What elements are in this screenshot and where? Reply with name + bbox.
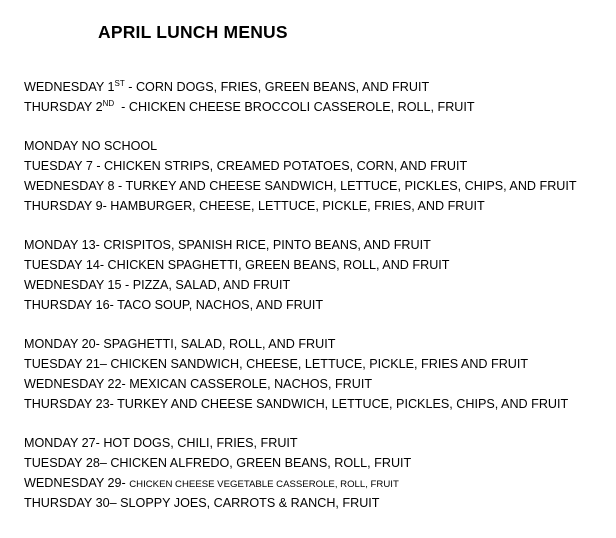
menu-items: - CHICKEN CHEESE BROCCOLI CASSEROLE, ROLL, FRUIT	[114, 100, 475, 114]
menu-line: TUESDAY 7 - CHICKEN STRIPS, CREAMED POTATOES, CORN, AND FRUIT	[24, 159, 468, 173]
menu-day: THURSDAY 2	[24, 100, 103, 114]
menu-list	[24, 77, 614, 513]
ordinal-suffix: ST	[114, 79, 125, 88]
menu-items: - CORN DOGS, FRIES, GREEN BEANS, AND FRUIT	[124, 80, 430, 94]
menu-line: THURSDAY 9- HAMBURGER, CHEESE, LETTUCE, PICKLE, FRIES, AND FRUIT	[24, 199, 485, 213]
week-spacer	[24, 216, 614, 235]
menu-line: MONDAY 13- CRISPITOS, SPANISH RICE, PINTO BEANS, AND FRUIT	[24, 238, 431, 252]
week-spacer	[24, 315, 614, 334]
menu-line: WEDNESDAY 22- MEXICAN CASSEROLE, NACHOS, FRUIT	[24, 377, 373, 391]
menu-line: WEDNESDAY 15 - PIZZA, SALAD, AND FRUIT	[24, 278, 291, 292]
ordinal-suffix: ND	[102, 99, 115, 108]
menu-line: MONDAY NO SCHOOL	[24, 139, 158, 153]
menu-line: THURSDAY 23- TURKEY AND CHEESE SANDWICH, LETTUCE, PICKLES, CHIPS, AND FRUIT	[24, 397, 569, 411]
menu-line: TUESDAY 21– CHICKEN SANDWICH, CHEESE, LETTUCE, PICKLE, FRIES AND FRUIT	[24, 357, 529, 371]
menu-line: TUESDAY 28– CHICKEN ALFREDO, GREEN BEANS, ROLL, FRUIT	[24, 456, 412, 470]
menu-line: WEDNESDAY 8 - TURKEY AND CHEESE SANDWICH, LETTUCE, PICKLES, CHIPS, AND FRUIT	[24, 179, 577, 193]
menu-line	[24, 97, 614, 117]
menu-day: WEDNESDAY 29-	[24, 476, 130, 490]
week-spacer	[24, 414, 614, 433]
week-spacer	[24, 117, 614, 136]
menu-line: MONDAY 20- SPAGHETTI, SALAD, ROLL, AND FRUIT	[24, 337, 336, 351]
menu-items: CHICKEN CHEESE VEGETABLE CASSEROLE, ROLL, FRUIT	[129, 479, 399, 490]
menu-line: THURSDAY 30– SLOPPY JOES, CARROTS & RANCH, FRUIT	[24, 496, 380, 510]
menu-line: MONDAY 27- HOT DOGS, CHILI, FRIES, FRUIT	[24, 436, 298, 450]
menu-day: WEDNESDAY 1	[24, 80, 115, 94]
menu-line	[24, 473, 614, 493]
menu-line: TUESDAY 14- CHICKEN SPAGHETTI, GREEN BEANS, ROLL, AND FRUIT	[24, 258, 450, 272]
page-title: APRIL LUNCH MENUS	[98, 22, 288, 42]
menu-line: THURSDAY 16- TACO SOUP, NACHOS, AND FRUIT	[24, 298, 324, 312]
menu-line	[24, 77, 614, 97]
